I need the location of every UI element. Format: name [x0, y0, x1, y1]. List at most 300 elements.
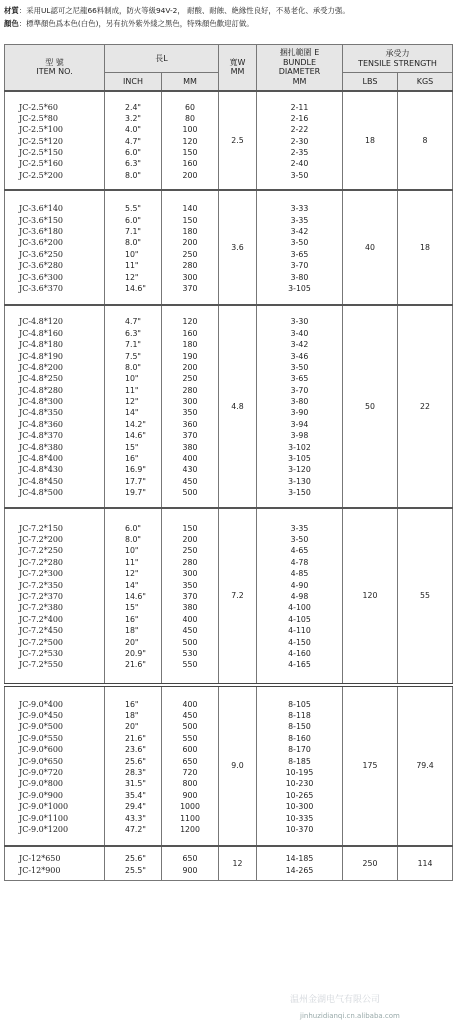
model-value: JC-4.8*300 [19, 397, 64, 407]
kgs-value: 79.4 [398, 685, 453, 847]
width-value: 3.6 [219, 190, 257, 305]
model-value: JC-3.6*300 [19, 272, 64, 282]
inch-cell [105, 91, 162, 191]
mm-cell [162, 508, 219, 685]
inch-value: 7.5" [125, 351, 141, 361]
mm-value: 100 [182, 125, 198, 135]
bundle-value: 3-65 [290, 374, 309, 384]
mm-value: 400 [182, 614, 198, 624]
inch-value: 6.3" [125, 159, 141, 169]
model-value: JC-9.0*1000 [19, 802, 69, 812]
inch-value: 19.7" [125, 488, 146, 498]
inch-value: 31.5" [125, 779, 146, 789]
mm-value: 1100 [180, 813, 200, 823]
model-cell [5, 91, 105, 191]
mm-value: 250 [182, 374, 198, 384]
inch-value: 14.6" [125, 431, 146, 441]
group-4 [5, 685, 453, 847]
model-value: JC-2.5*120 [19, 136, 64, 146]
bundle-value: 10-300 [285, 802, 314, 812]
inch-value: 16.9" [125, 465, 146, 475]
bundle-value: 3-35 [290, 215, 309, 225]
model-value: JC-4.8*160 [19, 328, 64, 338]
model-value: JC-7.2*300 [19, 569, 64, 579]
model-value: JC-7.2*370 [19, 591, 64, 601]
header-kgs: KGS [398, 73, 453, 91]
bundle-value: 3-98 [290, 431, 309, 441]
width-value: 4.8 [219, 305, 257, 507]
mm-value: 160 [182, 328, 198, 338]
model-value: JC-9.0*600 [19, 745, 64, 755]
bundle-value: 3-50 [290, 170, 309, 180]
table-row [5, 190, 453, 305]
bundle-value: 3-46 [290, 351, 309, 361]
inch-value: 25.6" [125, 756, 146, 766]
model-value: JC-2.5*160 [19, 159, 64, 169]
bundle-value: 3-35 [290, 523, 309, 533]
bundle-value: 2-30 [290, 136, 309, 146]
table-row [5, 846, 453, 880]
model-value: JC-4.8*360 [19, 419, 64, 429]
inch-value: 47.2" [125, 824, 146, 834]
bundle-value: 4-105 [288, 614, 311, 624]
mm-value: 350 [182, 408, 198, 418]
bundle-cell [257, 508, 343, 685]
bundle-value: 4-78 [290, 557, 309, 567]
mm-cell [162, 305, 219, 507]
mm-value: 1000 [180, 802, 200, 812]
mm-value: 200 [182, 170, 198, 180]
mm-value: 500 [182, 722, 198, 732]
lbs-value: 175 [343, 685, 398, 847]
footer-url: jinhuzidianqi.cn.alibaba.com [300, 1012, 400, 1020]
bundle-value: 10-370 [285, 824, 314, 834]
kgs-value: 22 [398, 305, 453, 507]
header-lbs: LBS [343, 73, 398, 91]
bundle-value: 14-265 [285, 865, 314, 875]
mm-value: 1200 [180, 824, 200, 834]
inch-value: 29.4" [125, 802, 146, 812]
header-tensile-strength: 承受力 TENSILE STRENGTH [343, 45, 453, 73]
model-value: JC-3.6*180 [19, 227, 64, 237]
mm-value: 300 [182, 569, 198, 579]
width-value: 7.2 [219, 508, 257, 685]
bundle-value: 8-118 [288, 711, 311, 721]
kgs-value: 114 [398, 846, 453, 880]
model-value: JC-7.2*350 [19, 580, 64, 590]
header-mm: MM [162, 73, 219, 91]
bundle-value: 10-195 [285, 768, 314, 778]
model-value: JC-4.8*180 [19, 340, 64, 350]
model-value: JC-3.6*280 [19, 261, 64, 271]
header-bundle-diameter: 捆扎範圍 E BUNDLE DIAMETER MM [257, 45, 343, 91]
inch-value: 6.3" [125, 328, 141, 338]
model-value: JC-7.2*500 [19, 637, 64, 647]
mm-value: 350 [182, 580, 198, 590]
bundle-value: 2-22 [290, 125, 309, 135]
bundle-cell [257, 190, 343, 305]
inch-value: 20" [125, 637, 139, 647]
inch-value: 25.6" [125, 854, 146, 864]
inch-value: 35.4" [125, 790, 146, 800]
bundle-cell [257, 846, 343, 880]
mm-value: 720 [182, 768, 198, 778]
mm-value: 200 [182, 535, 198, 544]
mm-value: 430 [182, 465, 198, 475]
inch-value: 10" [125, 374, 139, 384]
mm-value: 400 [182, 454, 198, 464]
mm-value: 190 [182, 351, 198, 361]
bundle-cell [257, 305, 343, 507]
bundle-value: 3-65 [290, 249, 309, 259]
inch-value: 6.0" [125, 148, 141, 158]
model-value: JC-9.0*650 [19, 756, 64, 766]
model-value: JC-2.5*100 [19, 125, 64, 135]
mm-value: 550 [182, 660, 198, 670]
model-value: JC-4.8*200 [19, 362, 64, 372]
inch-value: 16" [125, 614, 139, 624]
bundle-value: 8-170 [288, 745, 311, 755]
mm-value: 280 [182, 261, 198, 271]
mm-value: 360 [182, 419, 198, 429]
inch-cell [105, 685, 162, 847]
mm-value: 550 [182, 733, 198, 743]
inch-value: 14.6" [125, 283, 146, 293]
inch-value: 21.6" [125, 660, 146, 670]
model-value: JC-4.8*350 [19, 408, 64, 418]
mm-value: 80 [185, 113, 195, 123]
inch-value: 15" [125, 603, 139, 613]
bundle-value: 3-130 [288, 476, 311, 486]
model-value: JC-9.0*1200 [19, 824, 69, 834]
header-length: 長L [105, 45, 219, 73]
mm-value: 60 [185, 102, 195, 112]
mm-value: 200 [182, 238, 198, 248]
bundle-value: 2-40 [290, 159, 309, 169]
mm-cell [162, 190, 219, 305]
mm-value: 370 [182, 283, 198, 293]
model-value: JC-9.0*800 [19, 779, 64, 789]
bundle-value: 3-70 [290, 261, 309, 271]
mm-value: 650 [182, 756, 198, 766]
inch-value: 6.0" [125, 523, 141, 533]
mm-value: 450 [182, 711, 198, 721]
model-value: JC-9.0*900 [19, 790, 64, 800]
mm-value: 180 [182, 340, 198, 350]
model-value: JC-7.2*250 [19, 546, 64, 556]
header-inch: INCH [105, 73, 162, 91]
bundle-value: 3-80 [290, 397, 309, 407]
bundle-value: 3-42 [290, 227, 309, 237]
model-value: JC-7.2*380 [19, 603, 64, 613]
model-cell [5, 305, 105, 507]
inch-value: 14.6" [125, 591, 146, 601]
bundle-value: 14-185 [285, 854, 314, 864]
model-value: JC-7.2*530 [19, 648, 64, 658]
inch-value: 12" [125, 397, 139, 407]
bundle-value: 3-50 [290, 535, 309, 544]
mm-value: 300 [182, 397, 198, 407]
inch-value: 16" [125, 454, 139, 464]
model-value: JC-12*650 [19, 854, 61, 864]
bundle-value: 8-105 [288, 699, 311, 709]
inch-value: 4.0" [125, 125, 141, 135]
inch-value: 20" [125, 722, 139, 732]
mm-value: 400 [182, 699, 198, 709]
model-value: JC-2.5*60 [19, 102, 58, 112]
bundle-value: 3-80 [290, 272, 309, 282]
bundle-value: 10-335 [285, 813, 314, 823]
header-item-no: 型 號 ITEM NO. [5, 45, 105, 91]
inch-value: 12" [125, 272, 139, 282]
inch-value: 2.4" [125, 102, 141, 112]
inch-value: 11" [125, 261, 139, 271]
model-value: JC-9.0*1100 [19, 813, 69, 823]
model-cell [5, 685, 105, 847]
inch-cell [105, 846, 162, 880]
inch-value: 5.5" [125, 204, 141, 214]
mm-value: 150 [182, 523, 198, 533]
model-value: JC-3.6*200 [19, 238, 64, 248]
group-2 [5, 305, 453, 507]
mm-value: 370 [182, 591, 198, 601]
bundle-value: 4-65 [290, 546, 309, 556]
lbs-value: 120 [343, 508, 398, 685]
mm-value: 380 [182, 603, 198, 613]
bundle-value: 4-90 [290, 580, 309, 590]
bundle-value: 3-33 [290, 204, 309, 214]
inch-value: 4.7" [125, 136, 141, 146]
lbs-value: 250 [343, 846, 398, 880]
model-value: JC-2.5*200 [19, 170, 64, 180]
table-row [5, 685, 453, 847]
mm-value: 450 [182, 476, 198, 486]
model-value: JC-7.2*550 [19, 660, 64, 670]
mm-value: 300 [182, 272, 198, 282]
bundle-value: 3-102 [288, 442, 311, 452]
bundle-value: 8-160 [288, 733, 311, 743]
inch-value: 20.9" [125, 648, 146, 658]
bundle-value: 4-85 [290, 569, 309, 579]
bundle-value: 3-30 [290, 317, 309, 327]
bundle-value: 3-40 [290, 328, 309, 338]
model-value: JC-7.2*150 [19, 523, 64, 533]
inch-value: 8.0" [125, 362, 141, 372]
model-value: JC-4.8*430 [19, 465, 64, 475]
inch-value: 8.0" [125, 238, 141, 248]
mm-value: 200 [182, 362, 198, 372]
model-value: JC-2.5*150 [19, 148, 64, 158]
bundle-value: 4-150 [288, 637, 311, 647]
inch-value: 10" [125, 249, 139, 259]
bundle-value: 4-110 [288, 626, 311, 636]
spec-notes [4, 4, 452, 30]
model-value: JC-4.8*370 [19, 431, 64, 441]
model-value: JC-4.8*500 [19, 488, 64, 498]
inch-value: 8.0" [125, 170, 141, 180]
mm-value: 180 [182, 227, 198, 237]
inch-value: 10" [125, 546, 139, 556]
width-value: 12 [219, 846, 257, 880]
model-value: JC-4.8*450 [19, 476, 64, 486]
model-value: JC-3.6*140 [19, 204, 64, 214]
mm-value: 250 [182, 546, 198, 556]
bundle-value: 4-165 [288, 660, 311, 670]
mm-value: 370 [182, 431, 198, 441]
inch-value: 17.7" [125, 476, 146, 486]
mm-value: 500 [182, 637, 198, 647]
model-value: JC-4.8*120 [19, 317, 64, 327]
header-width: 寬W MM [219, 45, 257, 91]
table-row [5, 91, 453, 191]
mm-value: 900 [182, 790, 198, 800]
bundle-value: 8-150 [288, 722, 311, 732]
inch-value: 14" [125, 408, 139, 418]
mm-cell [162, 846, 219, 880]
bundle-value: 10-230 [285, 779, 314, 789]
model-value: JC-7.2*200 [19, 535, 64, 544]
model-value: JC-2.5*80 [19, 113, 58, 123]
inch-value: 8.0" [125, 535, 141, 544]
bundle-value: 3-105 [288, 454, 311, 464]
model-value: JC-3.6*150 [19, 215, 64, 225]
model-cell [5, 508, 105, 685]
inch-value: 16" [125, 699, 139, 709]
mm-value: 160 [182, 159, 198, 169]
mm-value: 280 [182, 385, 198, 395]
bundle-cell [257, 685, 343, 847]
model-value: JC-3.6*370 [19, 283, 64, 293]
model-value: JC-12*900 [19, 865, 61, 875]
kgs-value: 55 [398, 508, 453, 685]
model-cell [5, 190, 105, 305]
bundle-cell [257, 91, 343, 191]
bundle-value: 3-105 [288, 283, 311, 293]
width-value: 9.0 [219, 685, 257, 847]
model-value: JC-9.0*550 [19, 733, 64, 743]
lbs-value: 50 [343, 305, 398, 507]
group-0 [5, 91, 453, 191]
width-value: 2.5 [219, 91, 257, 191]
inch-value: 21.6" [125, 733, 146, 743]
inch-value: 11" [125, 385, 139, 395]
inch-value: 3.2" [125, 113, 141, 123]
mm-value: 120 [182, 317, 198, 327]
kgs-value: 8 [398, 91, 453, 191]
model-value: JC-9.0*450 [19, 711, 64, 721]
mm-cell [162, 685, 219, 847]
color-note: 顏色：標準顏色爲本色(白色)，另有抗外紫外綫之黑色，特殊顏色歡迎訂做。 [4, 19, 254, 28]
inch-cell [105, 305, 162, 507]
model-cell [5, 846, 105, 880]
model-value: JC-7.2*450 [19, 626, 64, 636]
inch-value: 4.7" [125, 317, 141, 327]
model-value: JC-7.2*400 [19, 614, 64, 624]
inch-value: 11" [125, 557, 139, 567]
group-5 [5, 846, 453, 880]
mm-value: 500 [182, 488, 198, 498]
mm-value: 250 [182, 249, 198, 259]
model-value: JC-4.8*400 [19, 454, 64, 464]
inch-value: 7.1" [125, 227, 141, 237]
inch-cell [105, 508, 162, 685]
bundle-value: 3-50 [290, 238, 309, 248]
inch-value: 43.3" [125, 813, 146, 823]
mm-value: 140 [182, 204, 198, 214]
lbs-value: 40 [343, 190, 398, 305]
mm-value: 600 [182, 745, 198, 755]
inch-value: 12" [125, 569, 139, 579]
bundle-value: 3-42 [290, 340, 309, 350]
inch-value: 15" [125, 442, 139, 452]
group-3 [5, 508, 453, 685]
mm-value: 900 [182, 865, 198, 875]
model-value: JC-3.6*250 [19, 249, 64, 259]
kgs-value: 18 [398, 190, 453, 305]
bundle-value: 3-94 [290, 419, 309, 429]
table-row [5, 508, 453, 685]
mm-value: 650 [182, 854, 198, 864]
bundle-value: 3-70 [290, 385, 309, 395]
inch-value: 6.0" [125, 215, 141, 225]
mm-value: 800 [182, 779, 198, 789]
mm-value: 120 [182, 136, 198, 146]
lbs-value: 18 [343, 91, 398, 191]
table-row [5, 305, 453, 507]
model-value: JC-4.8*250 [19, 374, 64, 384]
mm-value: 380 [182, 442, 198, 452]
bundle-value: 2-11 [290, 102, 309, 112]
inch-value: 18" [125, 711, 139, 721]
mm-value: 280 [182, 557, 198, 567]
watermark: 温州金湖电气有限公司 [290, 995, 381, 1005]
inch-value: 28.3" [125, 768, 146, 778]
bundle-value: 3-90 [290, 408, 309, 418]
model-value: JC-7.2*280 [19, 557, 64, 567]
inch-value: 14" [125, 580, 139, 590]
bundle-value: 4-100 [288, 603, 311, 613]
model-value: JC-9.0*500 [19, 722, 64, 732]
mm-value: 150 [182, 148, 198, 158]
inch-value: 7.1" [125, 340, 141, 350]
model-value: JC-9.0*400 [19, 699, 64, 709]
bundle-value: 4-98 [290, 591, 309, 601]
inch-value: 25.5" [125, 865, 146, 875]
bundle-value: 4-160 [288, 648, 311, 658]
inch-value: 23.6" [125, 745, 146, 755]
mm-cell [162, 91, 219, 191]
bundle-value: 3-120 [288, 465, 311, 475]
model-value: JC-4.8*280 [19, 385, 64, 395]
mm-value: 150 [182, 215, 198, 225]
bundle-value: 2-16 [290, 113, 309, 123]
inch-value: 14.2" [125, 419, 146, 429]
bundle-value: 3-150 [288, 488, 311, 498]
cable-tie-spec-table [4, 44, 453, 881]
bundle-value: 3-50 [290, 362, 309, 372]
model-value: JC-4.8*190 [19, 351, 64, 361]
bundle-value: 10-265 [285, 790, 314, 800]
inch-cell [105, 190, 162, 305]
model-value: JC-4.8*380 [19, 442, 64, 452]
material-note: 材質：采用UL認可之尼龍66料制成，防火等級94V-2， 耐酸、耐蝕、絶緣性良好，不易老化、承受力强。 [4, 6, 350, 15]
inch-value: 18" [125, 626, 139, 636]
bundle-value: 8-185 [288, 756, 311, 766]
mm-value: 530 [182, 648, 198, 658]
mm-value: 450 [182, 626, 198, 636]
bundle-value: 2-35 [290, 148, 309, 158]
group-1 [5, 190, 453, 305]
